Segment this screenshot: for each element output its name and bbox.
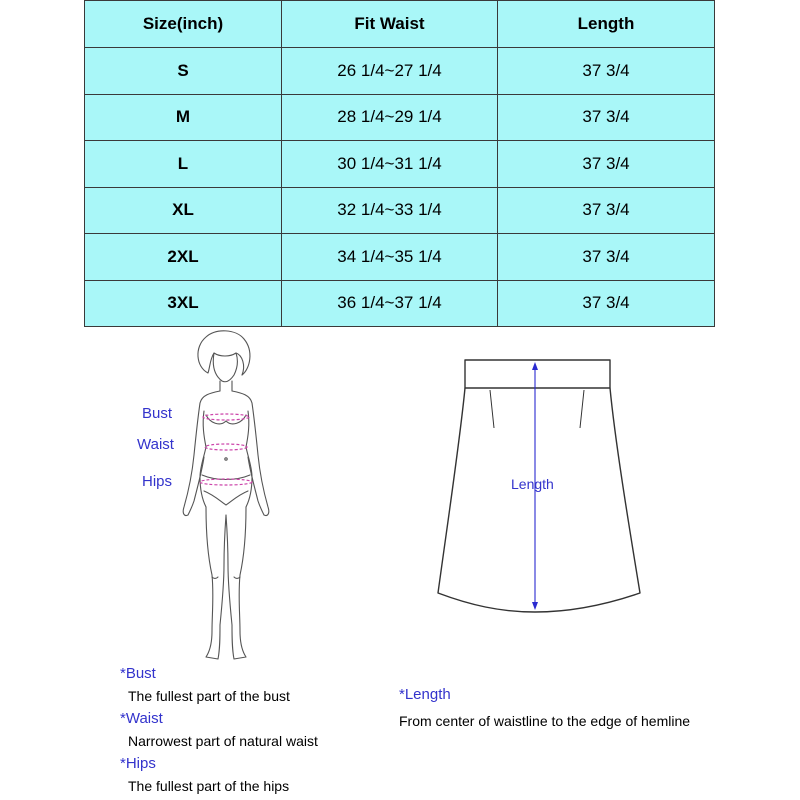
size-cell: XL [85, 187, 282, 234]
length-cell: 37 3/4 [498, 234, 715, 281]
body-measurement-figure [170, 325, 280, 665]
bust-definition-heading: *Bust [120, 665, 156, 682]
fit-waist-cell: 34 1/4~35 1/4 [282, 234, 498, 281]
size-cell: S [85, 48, 282, 95]
skirt-outline [438, 388, 640, 612]
fit-waist-cell: 32 1/4~33 1/4 [282, 187, 498, 234]
table-row [85, 94, 715, 141]
size-chart-table [84, 0, 715, 327]
hips-definition-text: The fullest part of the hips [128, 778, 290, 794]
header-size: Size(inch) [85, 1, 282, 48]
table-row [85, 234, 715, 281]
table-row [85, 48, 715, 95]
length-definition-text: From center of waistline to the edge of hemline [399, 713, 691, 729]
fit-waist-cell: 26 1/4~27 1/4 [282, 48, 498, 95]
hips-definition-heading: *Hips [120, 755, 156, 772]
length-definition-heading: *Length [399, 686, 451, 703]
fit-waist-cell: 36 1/4~37 1/4 [282, 280, 498, 327]
hair-outline [198, 331, 250, 375]
fit-waist-cell: 30 1/4~31 1/4 [282, 141, 498, 188]
length-arrow-top [532, 362, 538, 370]
length-cell: 37 3/4 [498, 141, 715, 188]
size-cell: M [85, 94, 282, 141]
header-fit-waist: Fit Waist [282, 1, 498, 48]
length-cell: 37 3/4 [498, 187, 715, 234]
fit-waist-cell: 28 1/4~29 1/4 [282, 94, 498, 141]
torso-outline [200, 411, 206, 507]
hips-label: Hips [142, 473, 173, 490]
waist-definition-heading: *Waist [120, 710, 163, 727]
header-length: Length [498, 1, 715, 48]
face-outline [213, 353, 237, 382]
length-cell: 37 3/4 [498, 94, 715, 141]
table-row [85, 141, 715, 188]
waist-label: Waist [137, 436, 174, 453]
bust-measure-line [203, 414, 249, 420]
length-cell: 37 3/4 [498, 48, 715, 95]
waist-definition-text: Narrowest part of natural waist [128, 733, 318, 749]
size-cell: L [85, 141, 282, 188]
length-arrow-bottom [532, 602, 538, 610]
bust-label: Bust [142, 405, 173, 422]
waistband-outline [465, 360, 610, 388]
length-label: Length [511, 476, 554, 492]
bust-definition-text: The fullest part of the bust [128, 688, 290, 704]
right-leg-outline [226, 507, 246, 659]
table-header-row [85, 1, 715, 48]
size-cell: 2XL [85, 234, 282, 281]
waist-measure-line [205, 444, 247, 450]
table-row [85, 187, 715, 234]
left-leg-outline [206, 507, 226, 659]
length-cell: 37 3/4 [498, 280, 715, 327]
size-cell: 3XL [85, 280, 282, 327]
table-row [85, 280, 715, 327]
